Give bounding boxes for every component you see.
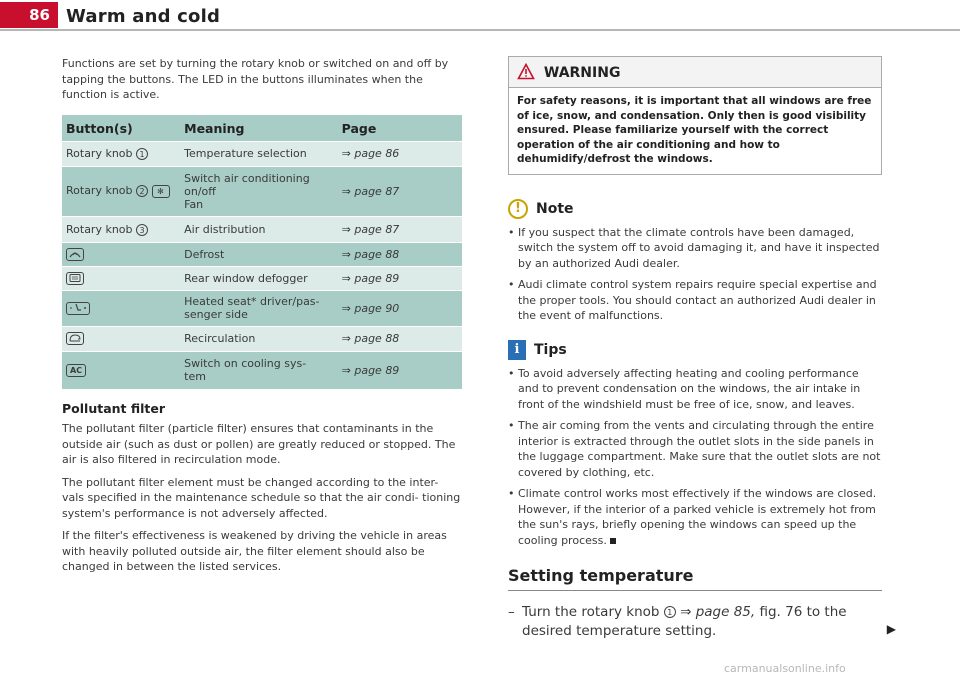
meaning-cell: Temperature selection bbox=[180, 141, 338, 166]
heated-seat-icon bbox=[66, 302, 90, 315]
fan-icon: ✻ bbox=[152, 185, 170, 198]
left-column bbox=[62, 56, 462, 582]
ac-icon: AC bbox=[66, 364, 86, 377]
page-link[interactable]: ⇒ page 87 bbox=[338, 216, 462, 242]
warning-title: WARNING bbox=[543, 65, 621, 81]
meaning-cell: Defrost bbox=[180, 242, 338, 266]
tips-bullet: • To avoid adversely affecting heating and cooling performance and to prevent condensation on the windows, the air intake in front of the windshield must be free of ice, snow, and leaves. bbox=[508, 366, 861, 411]
col-header-page: Page bbox=[338, 115, 462, 142]
page-link[interactable]: ⇒ page 88 bbox=[338, 242, 462, 266]
page-number: 86 bbox=[0, 2, 58, 28]
rear-window-defogger-icon bbox=[66, 272, 84, 285]
defrost-icon bbox=[66, 248, 84, 261]
meaning-cell: Switch air conditioning on/off Fan bbox=[180, 166, 338, 216]
knob-1-icon: 1 bbox=[136, 148, 148, 160]
table-row bbox=[62, 290, 462, 326]
tips-bullet: • Climate control works most effectively if the windows are closed. However, if the interior of a parked vehicle is extremely hot from the sun's rays, briefly opening the windows can speed up the cooling process. bbox=[508, 487, 877, 547]
col-header-buttons: Button(s) bbox=[62, 115, 180, 142]
button-cell bbox=[62, 326, 180, 351]
warning-triangle-icon bbox=[517, 63, 535, 80]
page-header bbox=[0, 0, 960, 30]
button-cell: Rotary knob 3 bbox=[62, 216, 180, 242]
button-cell: Rotary knob 2 ✻ bbox=[62, 166, 180, 216]
tips-bullet: • The air coming from the vents and circulating through the entire interior is extracted through the outlet slots in the side panels in the luggage compartment. Make sure that the outlet slots are not covered by clothing, etc. bbox=[508, 419, 881, 479]
meaning-cell: Switch on cooling sys- tem bbox=[180, 351, 338, 389]
note-bullet: • Audi climate control system repairs require special expertise and the proper tools. You should contact an authorized Audi dealer in the event of malfunctions. bbox=[508, 278, 877, 322]
continue-arrow-icon: ▶ bbox=[886, 622, 896, 636]
warning-box bbox=[508, 56, 882, 175]
recirculation-icon bbox=[66, 332, 84, 345]
setting-temperature-heading: Setting temperature bbox=[508, 566, 882, 591]
meaning-cell: Air distribution bbox=[180, 216, 338, 242]
table-row bbox=[62, 216, 462, 242]
button-cell bbox=[62, 290, 180, 326]
meaning-cell: Heated seat* driver/pas- senger side bbox=[180, 290, 338, 326]
info-icon: i bbox=[508, 340, 526, 360]
table-row bbox=[62, 166, 462, 216]
page-link[interactable]: ⇒ page 87 bbox=[338, 166, 462, 216]
table-row bbox=[62, 141, 462, 166]
note-heading: ! Note bbox=[508, 199, 882, 219]
warning-text: For safety reasons, it is important that all windows are free of ice, snow, and condensation. Only then is good visibility ensured. Please familiarize yourself with the correct operation of the air conditioning and how to dehumidify/defrost the windows. bbox=[517, 95, 872, 165]
table-row bbox=[62, 242, 462, 266]
page-link[interactable]: ⇒ page 85, bbox=[680, 604, 756, 620]
knob-1-icon: 1 bbox=[664, 606, 676, 618]
pollutant-paragraph: The pollutant filter (particle filter) ensures that contaminants in the outside air (such as dust or pollen) are greatly reduced or stopped. The air is also filtered in recirculation mode. bbox=[62, 422, 456, 466]
page-link[interactable]: ⇒ page 90 bbox=[338, 290, 462, 326]
pollutant-heading: Pollutant filter bbox=[62, 401, 166, 416]
end-of-section-icon bbox=[610, 538, 616, 544]
table-header-row bbox=[62, 115, 462, 142]
button-cell: Rotary knob 1 bbox=[62, 141, 180, 166]
right-column bbox=[508, 56, 896, 641]
table-row bbox=[62, 351, 462, 389]
pollutant-paragraph: The pollutant filter element must be changed according to the inter- vals specified in the maintenance schedule so that the air condi- tioning system's performance is not adversely affected. bbox=[62, 475, 461, 520]
col-header-meaning: Meaning bbox=[180, 115, 338, 142]
page-link[interactable]: ⇒ page 86 bbox=[338, 141, 462, 166]
meaning-cell: Recirculation bbox=[180, 326, 338, 351]
warning-header bbox=[509, 57, 881, 88]
tips-heading: i Tips bbox=[508, 340, 882, 360]
table-row bbox=[62, 326, 462, 351]
note-bullet: • If you suspect that the climate controls have been damaged, switch the system off to avoid damaging it, and have it inspected by an authorized Audi dealer. bbox=[508, 225, 880, 270]
buttons-table bbox=[62, 115, 462, 390]
table-row bbox=[62, 266, 462, 290]
button-cell bbox=[62, 242, 180, 266]
note-exclamation-icon: ! bbox=[508, 199, 528, 219]
page-link[interactable]: ⇒ page 89 bbox=[338, 351, 462, 389]
intro-paragraph: Functions are set by turning the rotary knob or switched on and off by tapping the buttons. The LED in the buttons illuminates when the function is active. bbox=[62, 57, 449, 101]
button-cell bbox=[62, 266, 180, 290]
step-instruction: – Turn the rotary knob 1 ⇒ page 85, fig. 76 to the desired temperature setting. ▶ bbox=[508, 604, 896, 639]
section-title: Warm and cold bbox=[66, 6, 221, 27]
pollutant-paragraph: If the filter's effectiveness is weakened by driving the vehicle in areas with heavily polluted outside air, the filter element should also be changed in between the listed services. bbox=[62, 529, 447, 573]
knob-2-icon: 2 bbox=[136, 185, 148, 197]
button-cell bbox=[62, 351, 180, 389]
watermark: carmanualsonline.info bbox=[724, 662, 846, 675]
meaning-cell: Rear window defogger bbox=[180, 266, 338, 290]
header-rule bbox=[0, 29, 960, 31]
page-link[interactable]: ⇒ page 88 bbox=[338, 326, 462, 351]
page-link[interactable]: ⇒ page 89 bbox=[338, 266, 462, 290]
knob-3-icon: 3 bbox=[136, 224, 148, 236]
